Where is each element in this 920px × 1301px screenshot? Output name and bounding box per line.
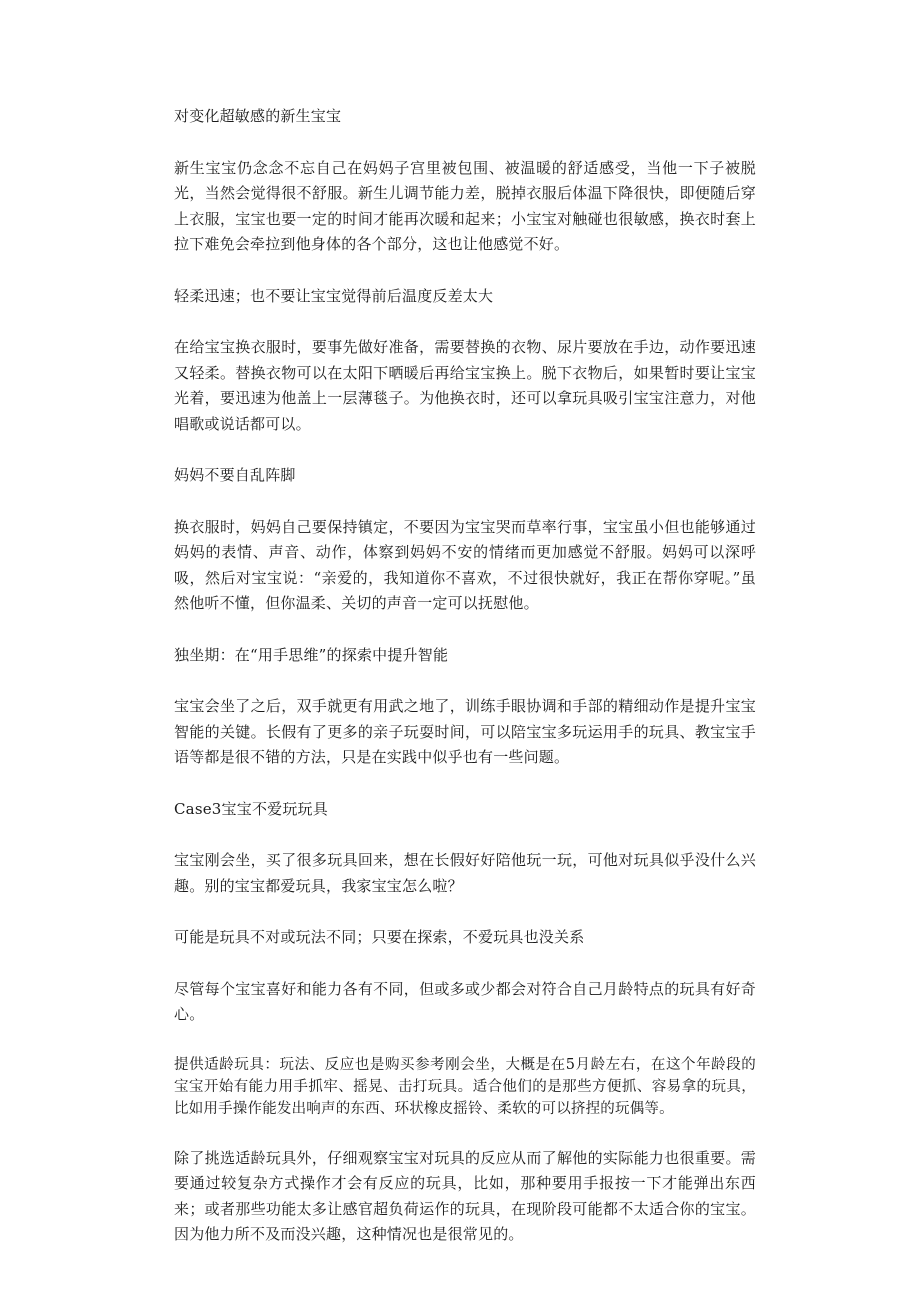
paragraph-age-appropriate-toys: 提供适龄玩具：玩法、反应也是购买参考刚会坐，大概是在5月龄左右，在这个年龄段的宝宝开始有能力用手抓牢、摇晃、击打玩具。适合他们的是那些方便抓、容易拿的玩具，比如用手操作能发出响声的东西、环状橡皮摇铃、柔软的可以挤捏的玩偶等。	[174, 1056, 756, 1117]
paragraph-mom-calm: 换衣服时，妈妈自己要保持镇定，不要因为宝宝哭而草率行事，宝宝虽小但也能够通过妈妈的表情、声音、动作，体察到妈妈不安的情绪而更加感觉不舒服。妈妈可以深呼吸，然后对宝宝说：“亲爱的，我知道你不喜欢，不过很快就好，我正在帮你穿呢。”虽然他听不懂，但你温柔、关切的声音一定可以抚慰他。	[174, 517, 756, 612]
section-heading-newborn: 对变化超敏感的新生宝宝	[174, 107, 342, 125]
section-heading-stay-calm: 妈妈不要自乱阵脚	[174, 466, 296, 484]
paragraph-changing-clothes: 在给宝宝换衣服时，要事先做好准备，需要替换的衣物、尿片要放在手边，动作要迅速又轻柔。替换衣物可以在太阳下晒暖后再给宝宝换上。脱下衣物后，如果暂时要让宝宝光着，要迅速为他盖上一层薄毯子。为他换衣时，还可以拿玩具吸引宝宝注意力，对他唱歌或说话都可以。	[174, 338, 756, 433]
paragraph-observe-reaction: 除了挑选适龄玩具外，仔细观察宝宝对玩具的反应从而了解他的实际能力也很重要。需要通过较复杂方式操作才会有反应的玩具，比如，那种要用手报按一下才能弹出东西来；或者那些功能太多让感官超负荷运作的玩具，在现阶段可能都不太适合你的宝宝。因为他力所不及而没兴趣，这种情况也是很常见的。	[174, 1148, 756, 1243]
paragraph-curiosity: 尽管每个宝宝喜好和能力各有不同，但或多或少都会对符合自己月龄特点的玩具有好奇心。	[174, 979, 756, 1023]
section-heading-case3: Case3宝宝不爱玩玩具	[174, 799, 328, 818]
paragraph-hand-thinking: 宝宝会坐了之后，双手就更有用武之地了，训练手眼协调和手部的精细动作是提升宝宝智能的关键。长假有了更多的亲子玩耍时间，可以陪宝宝多玩运用手的玩具、教宝宝手语等都是很不错的方法，只是在实践中似乎也有一些问题。	[174, 697, 756, 766]
paragraph-newborn-sensitivity: 新生宝宝仍念念不忘自己在妈妈子宫里被包围、被温暖的舒适感受，当他一下子被脱光，当然会觉得很不舒服。新生儿调节能力差，脱掉衣服后体温下降很快，即便随后穿上衣服，宝宝也要一定的时间才能再次暖和起来；小宝宝对触碰也很敏感，换衣时套上拉下难免会牵拉到他身体的各个部分，这也让他感觉不好。	[174, 158, 756, 253]
section-heading-toys-answer: 可能是玩具不对或玩法不同；只要在探索，不爱玩具也没关系	[174, 928, 585, 946]
section-heading-sitting-stage: 独坐期：在“用手思维”的探索中提升智能	[174, 645, 449, 664]
document-body	[174, 104, 756, 1274]
section-heading-gentle-quick: 轻柔迅速；也不要让宝宝觉得前后温度反差太大	[174, 286, 494, 305]
paragraph-case3-question: 宝宝刚会坐，买了很多玩具回来，想在长假好好陪他玩一玩，可他对玩具似乎没什么兴趣。别的宝宝都爱玩具，我家宝宝怎么啦？	[174, 851, 756, 895]
